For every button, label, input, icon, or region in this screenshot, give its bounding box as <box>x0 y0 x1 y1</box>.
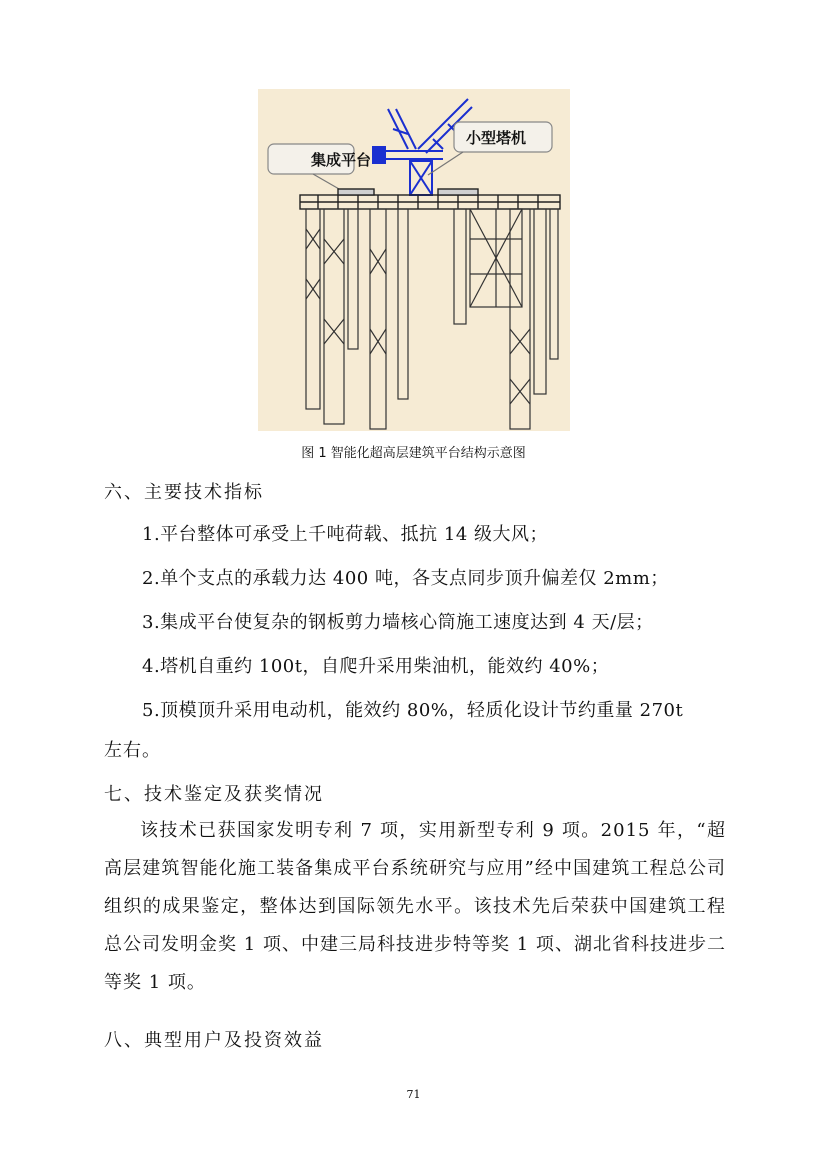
label-platform: 集成平台 <box>311 151 372 169</box>
spec-item-3: 3.集成平台使复杂的钢板剪力墙核心筒施工速度达到 4 天/层； <box>142 612 654 633</box>
spec-item-1: 1.平台整体可承受上千吨荷载、抵抗 14 级大风； <box>142 524 549 545</box>
support-columns <box>306 209 558 429</box>
spec-item-2: 2.单个支点的承载力达 400 吨，各支点同步顶升偏差仅 2mm； <box>142 568 669 589</box>
spec-item-5: 5.顶模顶升采用电动机，能效约 80%，轻质化设计节约重量 270t <box>142 700 684 721</box>
label-crane: 小型塔机 <box>466 129 527 147</box>
spec-item-5-continued: 左右。 <box>104 740 161 761</box>
spec-item-4: 4.塔机自重约 100t，自爬升采用柴油机，能效约 40%； <box>142 656 610 677</box>
platform-diagram <box>258 89 570 431</box>
page-number: 71 <box>406 1088 421 1101</box>
section-6-heading: 六、主要技术指标 <box>104 482 264 503</box>
figure-caption: 图 1 智能化超高层建筑平台结构示意图 <box>301 446 526 461</box>
platform-structure-figure <box>258 89 570 431</box>
section-7-paragraph: 该技术已获国家发明专利 7 项，实用新型专利 9 项。2015 年，“超高层建筑智能化施工装备集成平台系统研究与应用”经中国建筑工程总公司组织的成果鉴定，整体达到国际领先水平。该技术先后荣获中国建筑工程总公司发明金奖 1 项、中建三局科技进步特等奖 1 项、湖北省科技进步二等奖 1 项。 <box>104 820 726 993</box>
section-8-heading: 八、典型用户及投资效益 <box>104 1030 324 1051</box>
section-7-heading: 七、技术鉴定及获奖情况 <box>104 784 324 805</box>
